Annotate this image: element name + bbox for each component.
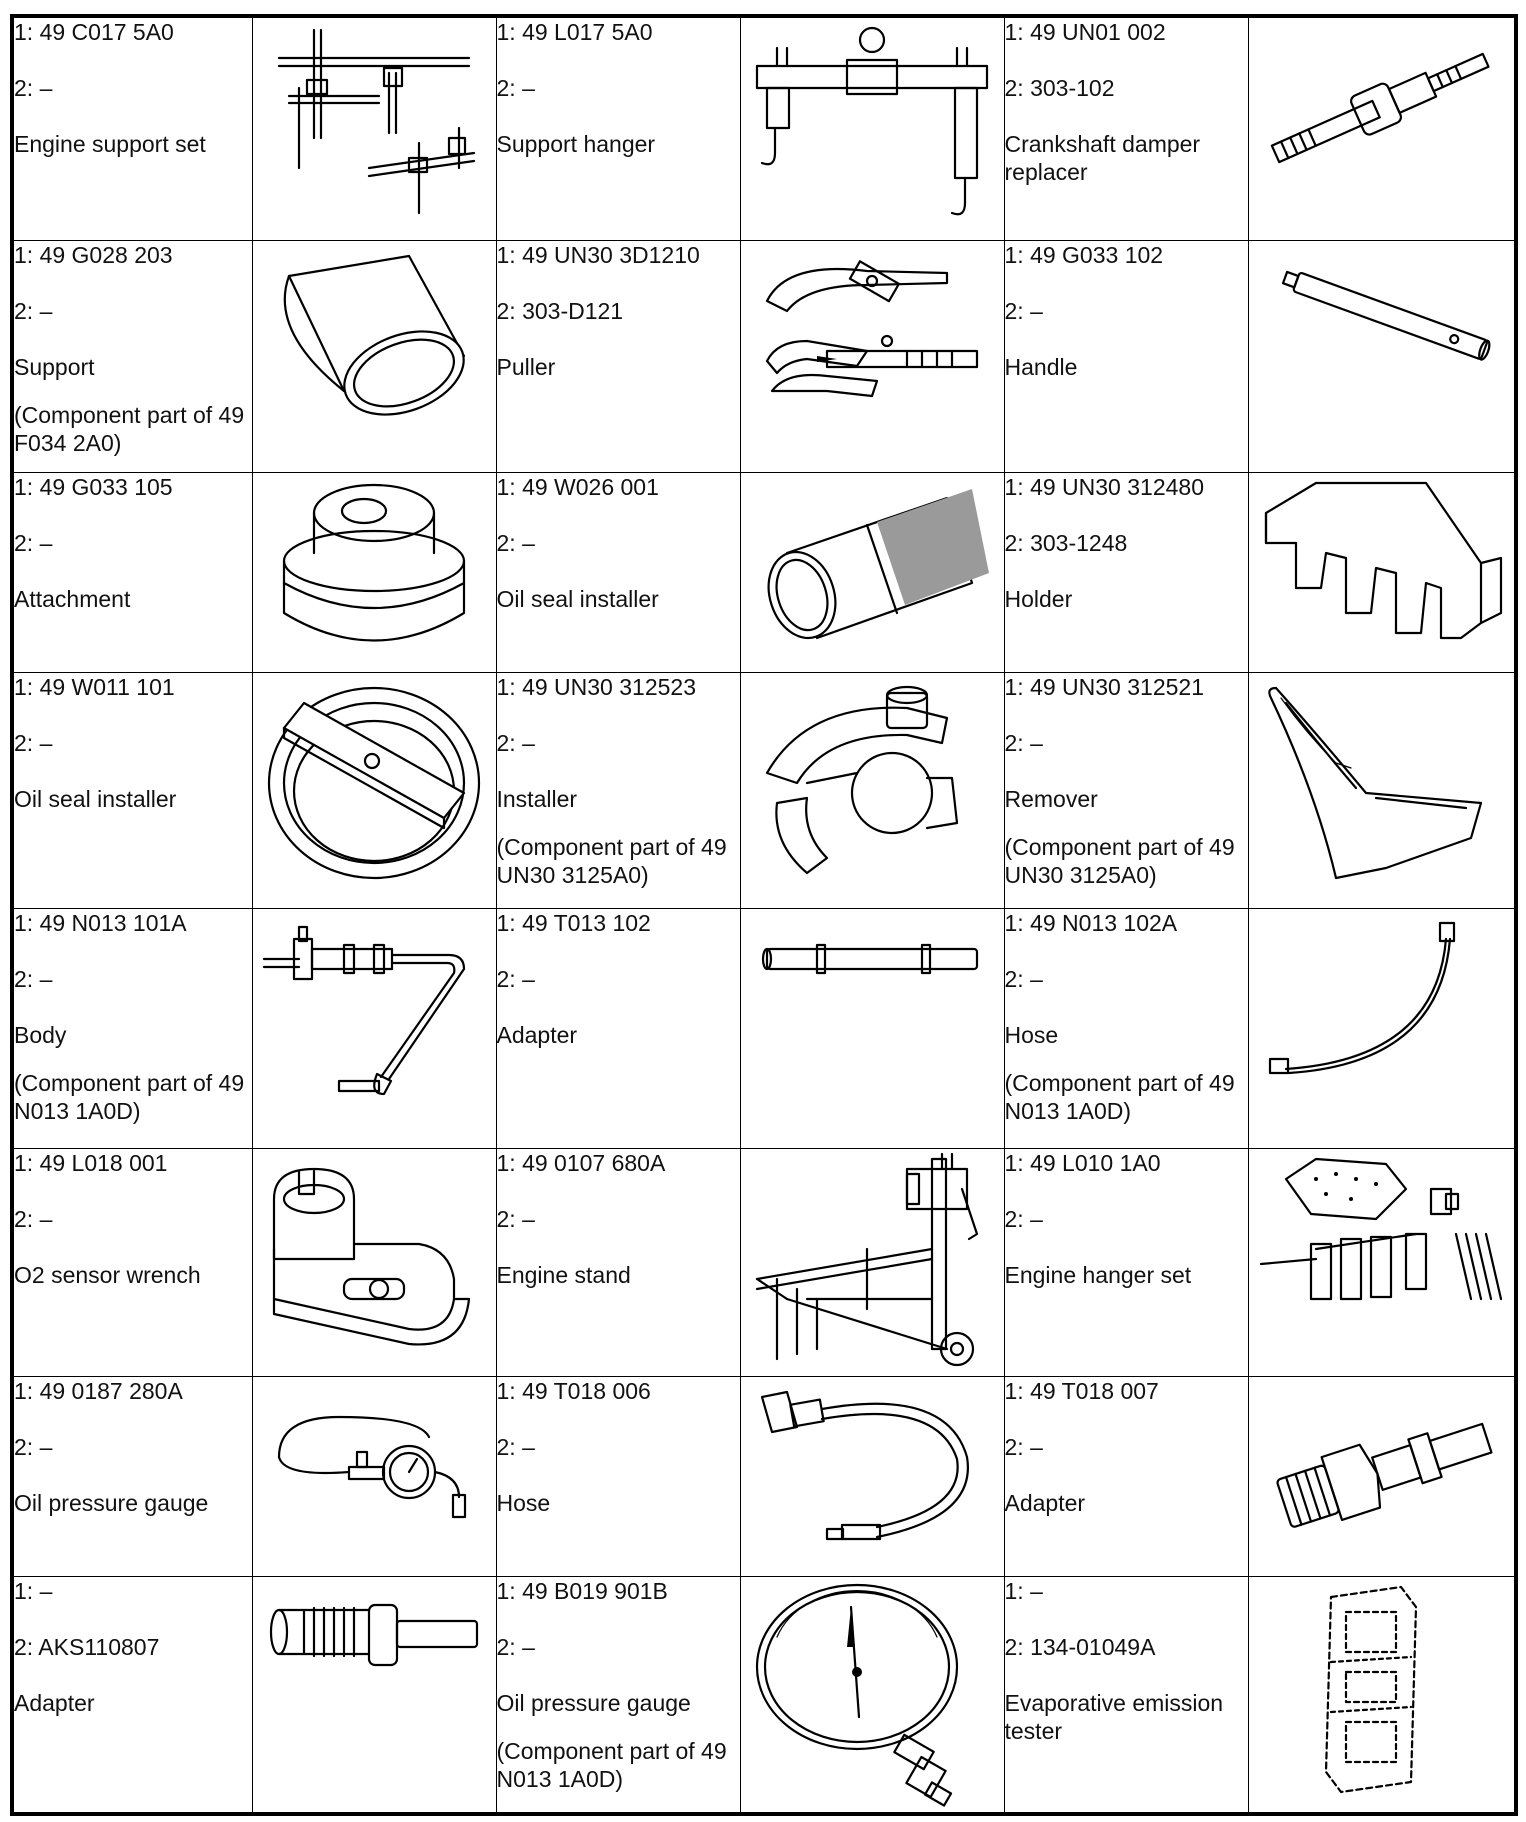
tool-cell	[12, 1148, 252, 1376]
tool-name: Crankshaft damper replacer	[1004, 131, 1201, 185]
tool-name: Oil pressure gauge	[496, 1689, 691, 1716]
part-number-2: 2: –	[496, 1433, 535, 1460]
tool-cell	[1004, 672, 1248, 908]
engine-support-set-icon	[259, 18, 489, 228]
tool-image-cell	[1248, 16, 1516, 240]
tool-cell	[496, 1576, 740, 1814]
tool-cell	[496, 908, 740, 1148]
tool-name: Engine hanger set	[1004, 1261, 1192, 1288]
tool-name: Adapter	[14, 1689, 95, 1716]
part-number-1: 1: 49 G033 105	[14, 473, 173, 500]
tool-cell	[496, 240, 740, 472]
part-number-1: 1: 49 G033 102	[1004, 241, 1164, 268]
table-row	[12, 672, 1516, 908]
tool-image-cell	[740, 672, 1004, 908]
table-row	[12, 16, 1516, 240]
part-number-2: 2: 303-102	[1004, 75, 1115, 101]
holder-icon	[1256, 473, 1506, 663]
pressure-gauge-dial-icon	[747, 1577, 997, 1807]
part-number-1: 1: 49 T018 007	[1004, 1377, 1159, 1404]
tool-name: O2 sensor wrench	[14, 1261, 201, 1288]
tool-cell	[496, 672, 740, 908]
handle-icon	[1256, 241, 1506, 401]
part-number-2: 2: –	[496, 75, 535, 101]
tool-name: Evaporative emission tester	[1004, 1689, 1224, 1744]
tool-image-cell	[252, 672, 496, 908]
part-number-1: 1: 49 UN30 312521	[1004, 673, 1204, 700]
table-row	[12, 472, 1516, 672]
tool-cell	[496, 472, 740, 672]
support-sleeve-icon	[259, 241, 489, 441]
tool-image-cell	[252, 1148, 496, 1376]
puller-icon	[747, 241, 997, 441]
part-number-1: 1: 49 UN30 3D1210	[496, 241, 700, 268]
oil-pressure-gauge-set-icon	[259, 1377, 489, 1547]
tool-image-cell	[252, 16, 496, 240]
tool-name: Oil seal installer	[14, 785, 177, 812]
adapter-threaded-icon	[259, 1577, 489, 1707]
tool-name: Support hanger	[496, 131, 656, 157]
tool-cell	[496, 16, 740, 240]
tool-image-cell	[1248, 1576, 1516, 1814]
tool-cell	[496, 1148, 740, 1376]
part-number-1: 1: 49 UN01 002	[1004, 19, 1166, 45]
component-note: (Component part of 49 N013 1A0D)	[14, 1069, 245, 1124]
part-number-2: 2: –	[1004, 297, 1043, 324]
table-row	[12, 1376, 1516, 1576]
tool-cell	[12, 472, 252, 672]
tool-name: Oil pressure gauge	[14, 1489, 209, 1516]
tool-image-cell	[1248, 240, 1516, 472]
part-number-1: 1: 49 N013 101A	[14, 909, 187, 936]
tool-name: Remover	[1004, 785, 1098, 812]
part-number-1: 1: 49 L017 5A0	[496, 19, 653, 45]
tool-cell	[12, 672, 252, 908]
component-note: (Component part of 49 N013 1A0D)	[496, 1737, 727, 1792]
tool-name: Hose	[496, 1489, 551, 1516]
special-tools-table	[10, 14, 1518, 1816]
crankshaft-damper-replacer-icon	[1256, 18, 1506, 198]
part-number-1: 1: 49 UN30 312523	[496, 673, 696, 700]
part-number-2: 2: AKS110807	[14, 1633, 160, 1660]
tool-name: Oil seal installer	[496, 585, 659, 612]
oil-seal-installer-plate-icon	[259, 673, 489, 893]
tool-image-cell	[740, 16, 1004, 240]
tool-name: Handle	[1004, 353, 1078, 380]
engine-hanger-set-icon	[1256, 1149, 1506, 1349]
part-number-1: 1: 49 L018 001	[14, 1149, 168, 1176]
component-note: (Component part of 49 N013 1A0D)	[1004, 1069, 1235, 1124]
tool-image-cell	[252, 1376, 496, 1576]
part-number-1: 1: 49 0187 280A	[14, 1377, 183, 1404]
tool-image-cell	[1248, 472, 1516, 672]
tool-cell	[12, 16, 252, 240]
part-number-2: 2: 303-1248	[1004, 529, 1128, 556]
tool-cell	[1004, 1576, 1248, 1814]
part-number-2: 2: –	[1004, 729, 1043, 756]
tool-image-cell	[740, 1576, 1004, 1814]
part-number-1: 1: 49 T013 102	[496, 909, 651, 936]
tool-image-cell	[1248, 1376, 1516, 1576]
tool-image-cell	[1248, 1148, 1516, 1376]
part-number-2: 2: –	[496, 1633, 535, 1660]
component-note: (Component part of 49 UN30 3125A0)	[496, 833, 727, 888]
part-number-2: 2: –	[14, 297, 53, 324]
o2-sensor-wrench-icon	[259, 1149, 489, 1359]
tool-cell	[12, 1576, 252, 1814]
tool-cell	[12, 1376, 252, 1576]
part-number-2: 2: 303-D121	[496, 297, 624, 324]
part-number-2: 2: –	[1004, 1205, 1043, 1232]
part-number-1: 1: 49 G028 203	[14, 241, 173, 268]
part-number-2: 2: –	[496, 1205, 535, 1232]
tool-name: Puller	[496, 353, 556, 380]
table-row	[12, 1148, 1516, 1376]
tool-cell	[1004, 1148, 1248, 1376]
tool-name: Hose	[1004, 1021, 1059, 1048]
tool-image-cell	[252, 1576, 496, 1814]
tool-image-cell	[740, 1376, 1004, 1576]
tool-image-cell	[740, 908, 1004, 1148]
part-number-2: 2: –	[496, 965, 535, 992]
part-number-1: 1: –	[14, 1577, 53, 1604]
engine-stand-icon	[747, 1149, 997, 1369]
tool-cell	[1004, 16, 1248, 240]
tool-image-cell	[740, 472, 1004, 672]
adapter-fitting-icon	[1256, 1377, 1506, 1547]
part-number-2: 2: –	[1004, 965, 1043, 992]
tool-name: Adapter	[1004, 1489, 1086, 1516]
part-number-2: 2: –	[14, 729, 53, 756]
tool-image-cell	[740, 240, 1004, 472]
part-number-1: 1: 49 C017 5A0	[14, 19, 174, 45]
part-number-2: 2: –	[14, 1205, 53, 1232]
installer-icon	[747, 673, 997, 893]
adapter-pipe-icon	[747, 909, 997, 1009]
part-number-2: 2: –	[496, 729, 535, 756]
part-number-1: 1: 49 W026 001	[496, 473, 659, 500]
oil-seal-installer-knurled-icon	[747, 473, 997, 663]
component-note: (Component part of 49 UN30 3125A0)	[1004, 833, 1235, 888]
part-number-1: 1: 49 T018 006	[496, 1377, 651, 1404]
tool-cell	[1004, 472, 1248, 672]
part-number-1: 1: 49 W011 101	[14, 673, 175, 700]
part-number-1: 1: 49 N013 102A	[1004, 909, 1178, 936]
part-number-2: 2: –	[14, 75, 53, 101]
tool-cell	[496, 1376, 740, 1576]
hose-thin-icon	[1256, 909, 1506, 1109]
hose-coupler-icon	[747, 1377, 997, 1567]
tool-image-cell	[1248, 672, 1516, 908]
tool-image-cell	[740, 1148, 1004, 1376]
part-number-1: 1: 49 L010 1A0	[1004, 1149, 1161, 1176]
table-row	[12, 908, 1516, 1148]
tool-name: Engine stand	[496, 1261, 631, 1288]
tool-image-cell	[1248, 908, 1516, 1148]
evaporative-emission-tester-icon	[1291, 1577, 1471, 1802]
part-number-1: 1: 49 UN30 312480	[1004, 473, 1204, 500]
part-number-2: 2: –	[14, 529, 53, 556]
tool-image-cell	[252, 908, 496, 1148]
tool-name: Body	[14, 1021, 67, 1048]
tool-cell	[1004, 908, 1248, 1148]
tool-cell	[1004, 1376, 1248, 1576]
table-row	[12, 1576, 1516, 1814]
tool-cell	[1004, 240, 1248, 472]
part-number-2: 2: –	[14, 965, 53, 992]
part-number-2: 2: –	[14, 1433, 53, 1460]
part-number-2: 2: 134-01049A	[1004, 1633, 1156, 1660]
tool-name: Installer	[496, 785, 578, 812]
tool-name: Attachment	[14, 585, 131, 612]
table-row	[12, 240, 1516, 472]
tool-name: Engine support set	[14, 131, 206, 157]
tool-name: Adapter	[496, 1021, 578, 1048]
attachment-icon	[259, 473, 489, 663]
part-number-2: 2: –	[496, 529, 535, 556]
remover-icon	[1256, 673, 1506, 893]
part-number-1: 1: 49 0107 680A	[496, 1149, 666, 1176]
tool-name: Holder	[1004, 585, 1073, 612]
body-icon	[259, 909, 489, 1109]
tool-cell	[12, 908, 252, 1148]
tool-name: Support	[14, 353, 95, 380]
component-note: (Component part of 49 F034 2A0)	[14, 401, 245, 456]
tool-image-cell	[252, 472, 496, 672]
part-number-1: 1: 49 B019 901B	[496, 1577, 668, 1604]
tool-cell	[12, 240, 252, 472]
support-hanger-icon	[747, 18, 997, 228]
part-number-2: 2: –	[1004, 1433, 1043, 1460]
part-number-1: 1: –	[1004, 1577, 1043, 1604]
tool-image-cell	[252, 240, 496, 472]
